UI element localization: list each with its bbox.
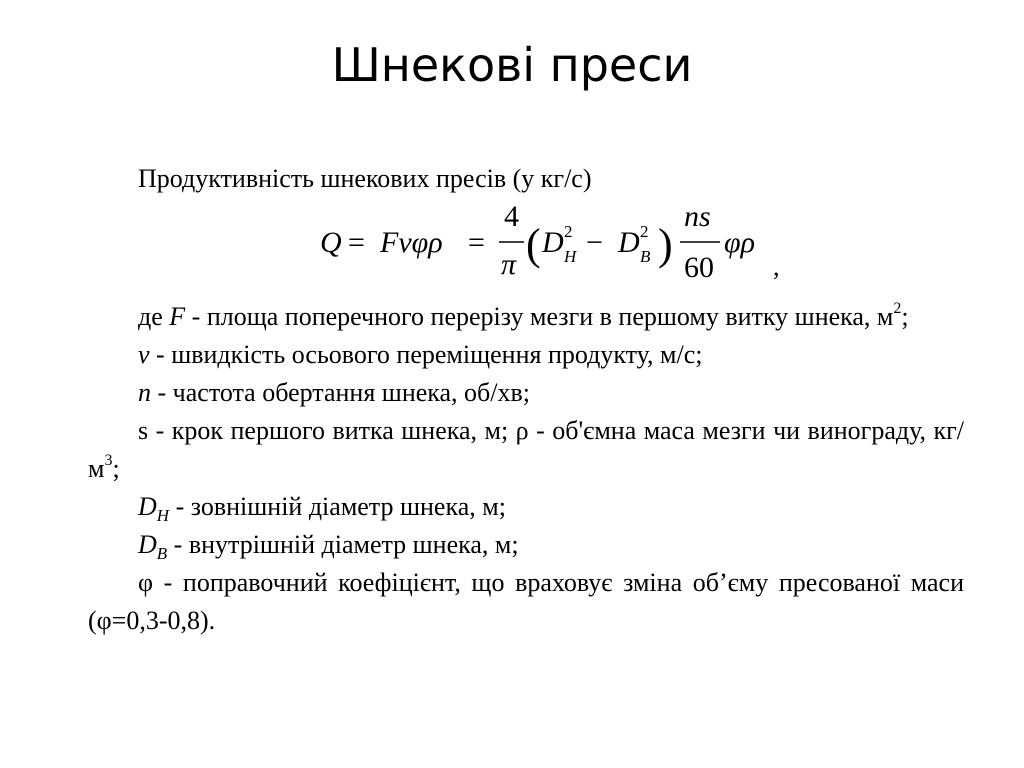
formula-rparen: ) (658, 220, 673, 269)
def-phi-text: φ - поправочний коефіцієнт, що враховує зміна об’єму пресованої маси (φ=0,3-0,8). (88, 568, 964, 635)
definition-db (88, 526, 964, 564)
slide-title: Шнекові преси (331, 38, 693, 92)
formula-product: Fvφρ (380, 226, 443, 259)
formula-eq-2: = (468, 226, 485, 259)
definition-n (88, 374, 964, 412)
definition-f (88, 298, 964, 336)
def-v-text: - швидкість осьового переміщення продукту, м/с; (156, 340, 703, 369)
formula-dh-sub: H (564, 247, 577, 266)
def-db-sub: B (156, 544, 168, 563)
formula-frac-num: 4 (504, 200, 519, 233)
def-s-end: ; (112, 454, 120, 483)
def-n-text: - частота обертання шнека, об/хв; (157, 378, 531, 407)
def-s-text: s - крок першого витка шнека, м; ρ - об'ємна маса мезги чи винограду, кг/м (88, 416, 964, 483)
formula-db: D (618, 226, 640, 259)
formula-dh-sup: 2 (564, 222, 573, 241)
definition-dh (88, 488, 964, 526)
formula-comma: , (773, 252, 780, 281)
def-dh-symbol: D (138, 492, 157, 521)
formula-dh: D (542, 226, 564, 259)
def-f-end: ; (901, 302, 909, 331)
def-f-text: - площа поперечного перерізу мезги в першому витку шнека, м (191, 302, 894, 331)
formula-frac-den: π (501, 248, 517, 281)
formula-svg (318, 198, 778, 290)
formula-db-sub: B (640, 247, 651, 266)
definition-s-rho (88, 412, 964, 488)
formula-lparen: ( (526, 220, 541, 269)
formula-sixty: 60 (684, 251, 714, 284)
def-f-prefix: де (138, 302, 163, 331)
def-f-sup: 2 (893, 300, 902, 317)
def-f-symbol: F (169, 302, 186, 331)
productivity-formula (318, 198, 778, 295)
formula-q: Q (320, 226, 342, 259)
formula-minus: − (586, 226, 603, 259)
definition-v (88, 336, 964, 374)
def-db-symbol: D (138, 530, 157, 559)
formula-tail: φρ (724, 226, 755, 259)
def-db-text: - внутрішній діаметр шнека, м; (173, 530, 519, 559)
def-v-symbol: v (138, 340, 150, 369)
def-s-sup: 3 (104, 452, 113, 469)
def-dh-text: - зовнішній діаметр шнека, м; (175, 492, 506, 521)
def-n-symbol: n (138, 378, 151, 407)
formula-db-sup: 2 (640, 222, 649, 241)
definition-phi (88, 564, 964, 640)
formula-ns: ns (684, 200, 711, 233)
def-dh-sub: H (156, 506, 170, 525)
formula-eq-1: = (348, 226, 365, 259)
intro-text: Продуктивність шнекових пресів (у кг/с) (138, 164, 592, 193)
